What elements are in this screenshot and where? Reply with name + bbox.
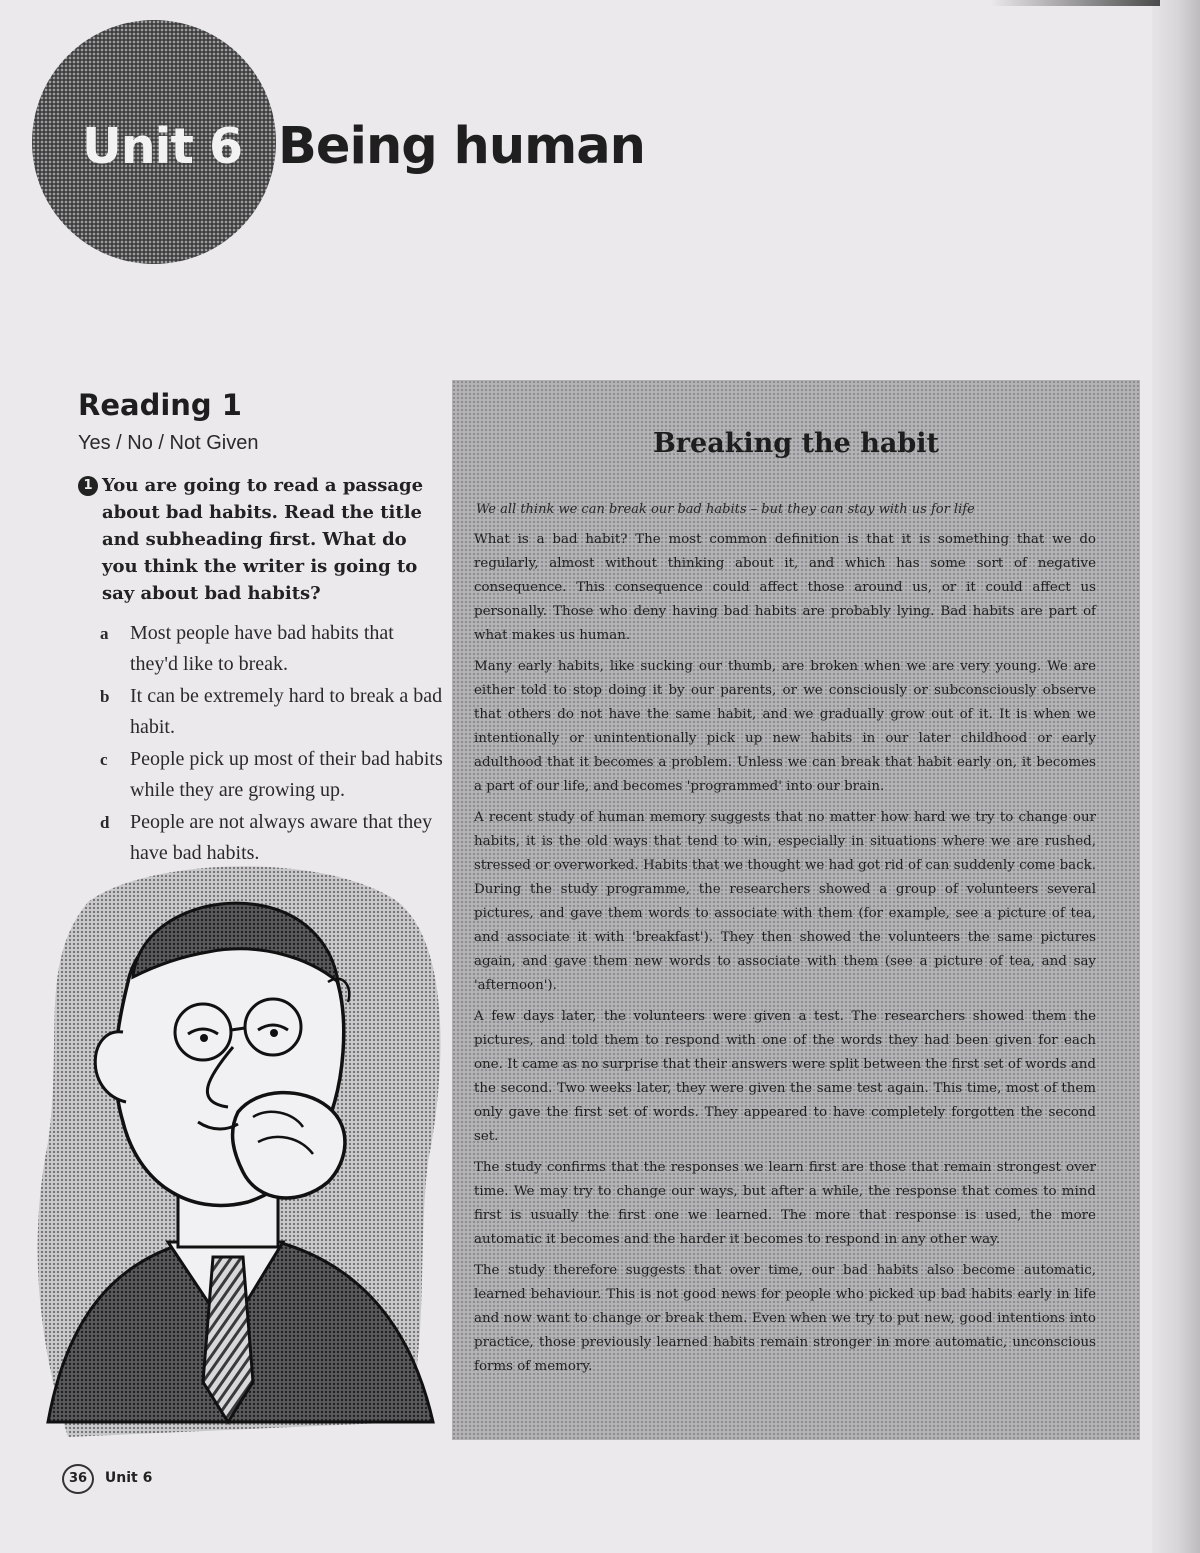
option-text: Most people have bad habits that they'd like to break.	[130, 622, 394, 675]
question-number: 1	[78, 476, 98, 496]
article-subheading: We all think we can break our bad habits – but they can stay with us for life	[476, 502, 975, 517]
unit-title: Being human	[278, 117, 645, 176]
page-footer	[62, 1464, 152, 1494]
article-panel	[452, 380, 1140, 1440]
page-number: 36	[62, 1464, 94, 1494]
option-letter: c	[100, 750, 108, 769]
article-paragraph: What is a bad habit? The most common definition is that it is something that we do regularly, almost without thinking about it, and which has some sort of negative consequence. This consequence could affect those around us, or it could affect us personally. Those who deny having bad habits are probably lying. Bad habits are part of what makes us human.	[474, 532, 1096, 643]
article-title: Breaking the habit	[652, 428, 939, 459]
scan-page-edge	[1152, 0, 1200, 1553]
option-text: People are not always aware that they have bad habits.	[130, 811, 433, 864]
answer-options	[100, 618, 445, 870]
footer-unit-label: Unit 6	[104, 1470, 153, 1486]
option-letter: a	[100, 624, 109, 643]
unit-label: Unit 6	[82, 118, 243, 175]
article-paragraph: The study confirms that the responses we learn first are those that remain strongest over time. We may try to change our ways, but after a while, the response that comes to mind first is usually the first one we learned. The more that response is used, the more automatic it becomes and the harder it becomes to respond in any other way.	[474, 1160, 1096, 1247]
option-b	[100, 681, 445, 743]
article-paragraph: A few days later, the volunteers were given a test. The researchers showed them the pictures, and told them to respond with one of the words they had been given for each one. It came as no surprise that their answers were split between the first set of words and the second. Two weeks later, they were given the same test again. This time, most of them only gave the first set of words. They appeared to have completely forgotten the second set.	[474, 1009, 1096, 1144]
question-1	[78, 472, 438, 607]
option-c	[100, 744, 445, 806]
option-text: People pick up most of their bad habits while they are growing up.	[130, 748, 443, 801]
option-d	[100, 807, 445, 869]
reading-subheading: Yes / No / Not Given	[78, 432, 259, 454]
article-paragraph: The study therefore suggests that over time, our bad habits also become automatic, learned behaviour. This is not good news for people who picked up bad habits early in life and now want to change or break them. Even when we try to put new, good intentions into practice, those previously learned habits remain stronger in more automatic, unconscious forms of memory.	[474, 1263, 1096, 1374]
question-text: You are going to read a passage about bad habits. Read the title and subheading first. What do you think the writer is going to say about bad habits?	[102, 475, 424, 604]
option-text: It can be extremely hard to break a bad habit.	[130, 685, 443, 738]
option-letter: d	[100, 813, 110, 832]
scan-shadow	[990, 0, 1160, 6]
cartoon-man-biting-nails-illustration	[28, 862, 448, 1442]
article-paragraph: Many early habits, like sucking our thumb, are broken when we are very young. We are either told to stop doing it by our parents, or we consciously or subconsciously observe that others do not have the same habit, and we gradually grow out of it. It is when we intentionally or unintentionally pick up new habits in our later childhood or early adulthood that it becomes a problem. Unless we can break that habit early on, it becomes a part of our life, and becomes 'programmed' into our brain.	[474, 659, 1096, 794]
article-body	[474, 528, 1096, 1386]
option-a	[100, 618, 445, 680]
article-paragraph: A recent study of human memory suggests that no matter how hard we try to change our habits, it is the old ways that tend to win, especially in situations where we are rushed, stressed or overworked. Habits that we thought we had got rid of can suddenly come back. During the study programme, the researchers showed a group of volunteers several pictures, and gave them words to associate with them (for example, see a picture of tea, and associate it with 'breakfast'). They then showed the volunteers the same pictures again, and gave them new words to associate with them (see a picture of tea, and say 'afternoon').	[474, 810, 1096, 993]
option-letter: b	[100, 687, 110, 706]
reading-heading: Reading 1	[78, 388, 242, 422]
